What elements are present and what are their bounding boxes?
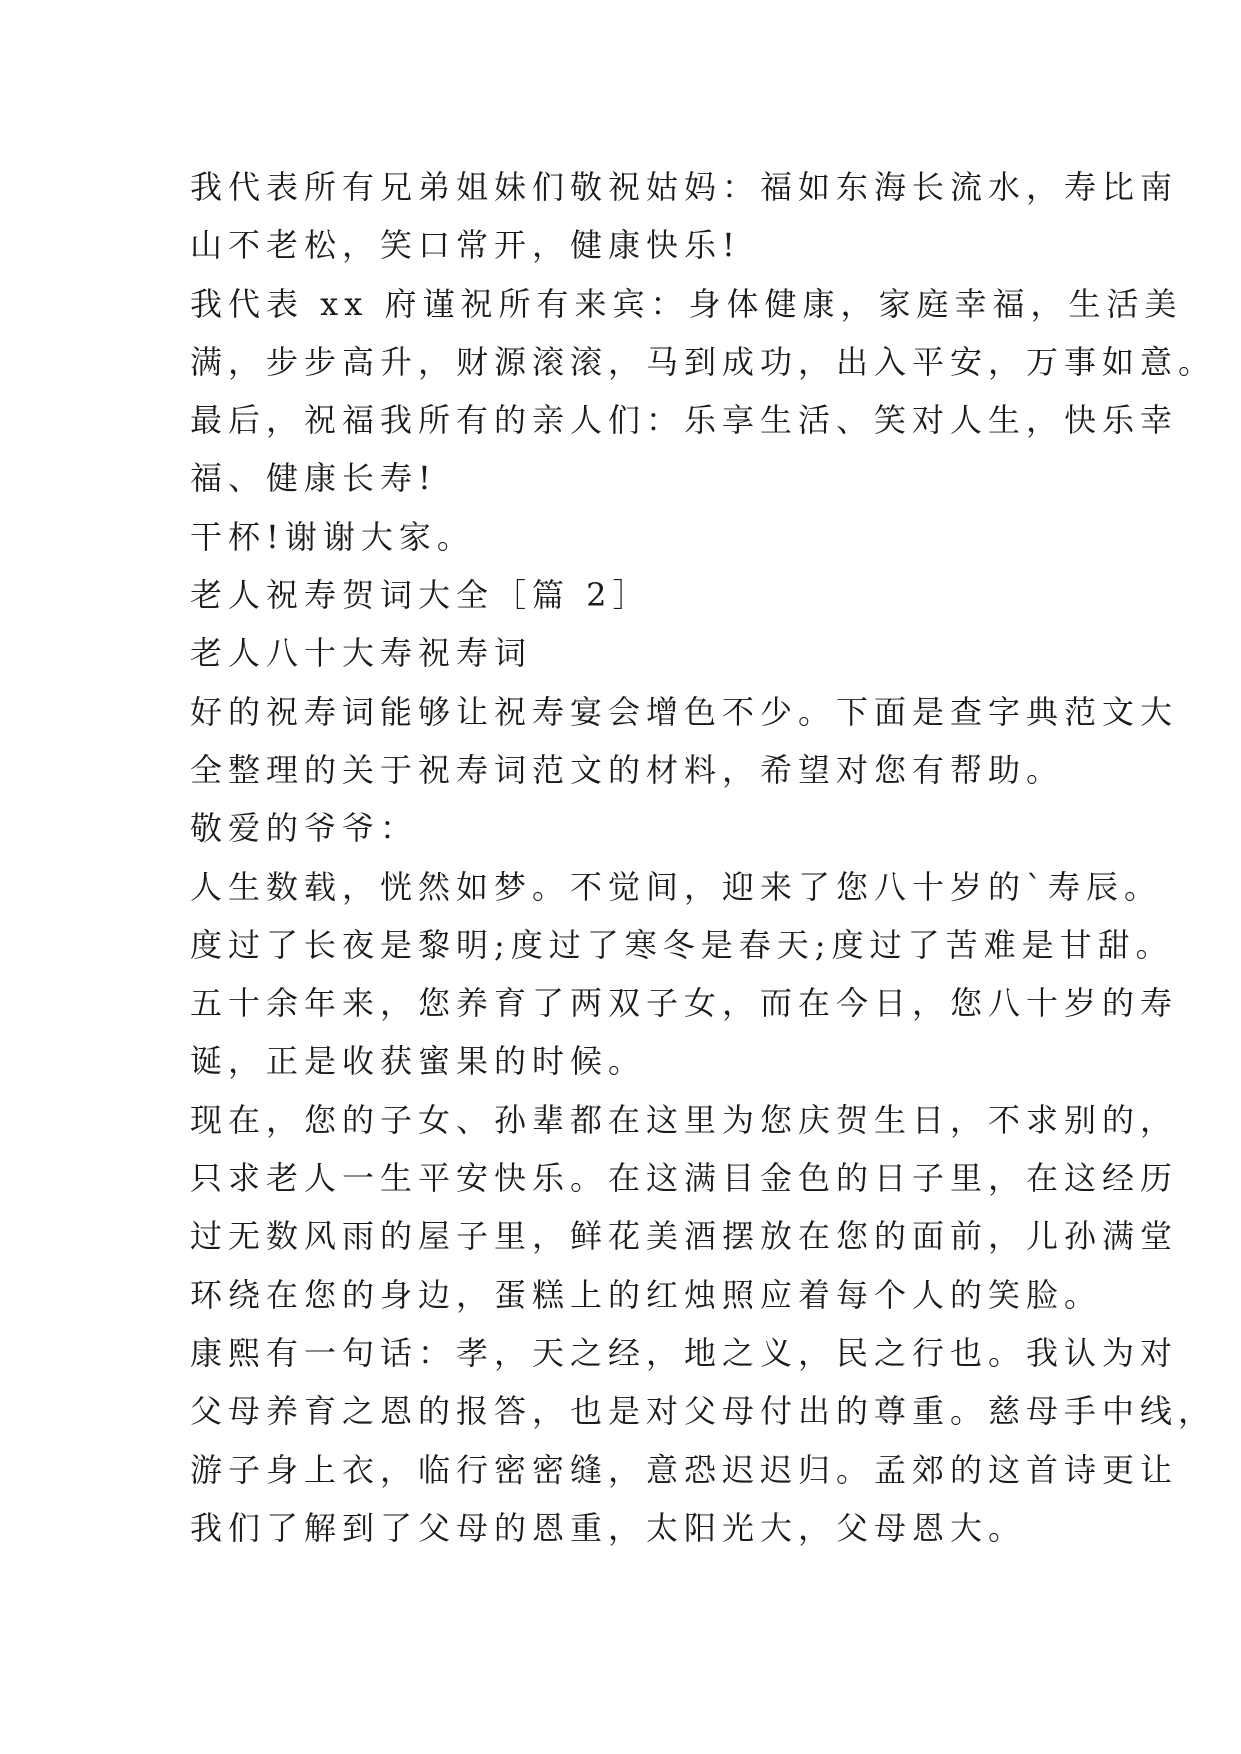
text-line: 父母养育之恩的报答，也是对父母付出的尊重。慈母手中线，	[190, 1392, 1217, 1431]
text-line: 诞，正是收获蜜果的时候。	[190, 1042, 647, 1081]
document-body	[190, 158, 1217, 1557]
text-line: 环绕在您的身边，蛋糕上的红烛照应着每个人的笑脸。	[190, 1275, 1103, 1314]
text-line: 最后，祝福我所有的亲人们：乐享生活、笑对人生，快乐幸	[190, 401, 1179, 440]
text-line: 五十余年来，您养育了两双子女，而在今日，您八十岁的寿	[190, 984, 1179, 1023]
text-line: 福、健康长寿!	[190, 459, 437, 498]
text-line: 度过了长夜是黎明;度过了寒冬是春天;度过了苦难是甘甜。	[190, 925, 1174, 964]
text-line: 山不老松，笑口常开，健康快乐!	[190, 226, 741, 265]
section-title: 老人祝寿贺词大全［篇 2］	[190, 576, 651, 615]
text-line: 干杯!谢谢大家。	[190, 517, 475, 556]
text-line: 我们了解到了父母的恩重，太阳光大，父母恩大。	[190, 1508, 1027, 1547]
text-line: 我代表所有兄弟姐妹们敬祝姑妈：福如东海长流水，寿比南	[190, 168, 1179, 206]
salutation: 敬爱的爷爷：	[190, 809, 419, 848]
text-line: 全整理的关于祝寿词范文的材料，希望对您有帮助。	[190, 750, 1065, 789]
text-line: 康熙有一句话：孝，天之经，地之义，民之行也。我认为对	[190, 1333, 1179, 1372]
text-line: 好的祝寿词能够让祝寿宴会增色不少。下面是查字典范文大	[190, 692, 1179, 731]
text-line: 过无数风雨的屋子里，鲜花美酒摆放在您的面前，儿孙满堂	[190, 1217, 1179, 1256]
text-line: 游子身上衣，临行密密缝，意恐迟迟归。孟郊的这首诗更让	[190, 1450, 1179, 1489]
text-line: 满，步步高升，财源滚滚，马到成功，出入平安，万事如意。	[190, 342, 1217, 381]
text-line: 我代表 xx 府谨祝所有来宾：身体健康，家庭幸福，生活美	[190, 284, 1183, 323]
text-line: 现在，您的子女、孙辈都在这里为您庆贺生日，不求别的，	[190, 1100, 1179, 1139]
text-line: 只求老人一生平安快乐。在这满目金色的日子里，在这经历	[190, 1159, 1179, 1198]
article-title: 老人八十大寿祝寿词	[190, 634, 533, 673]
text-line: 人生数载，恍然如梦。不觉间，迎来了您八十岁的`寿辰。	[190, 867, 1163, 906]
